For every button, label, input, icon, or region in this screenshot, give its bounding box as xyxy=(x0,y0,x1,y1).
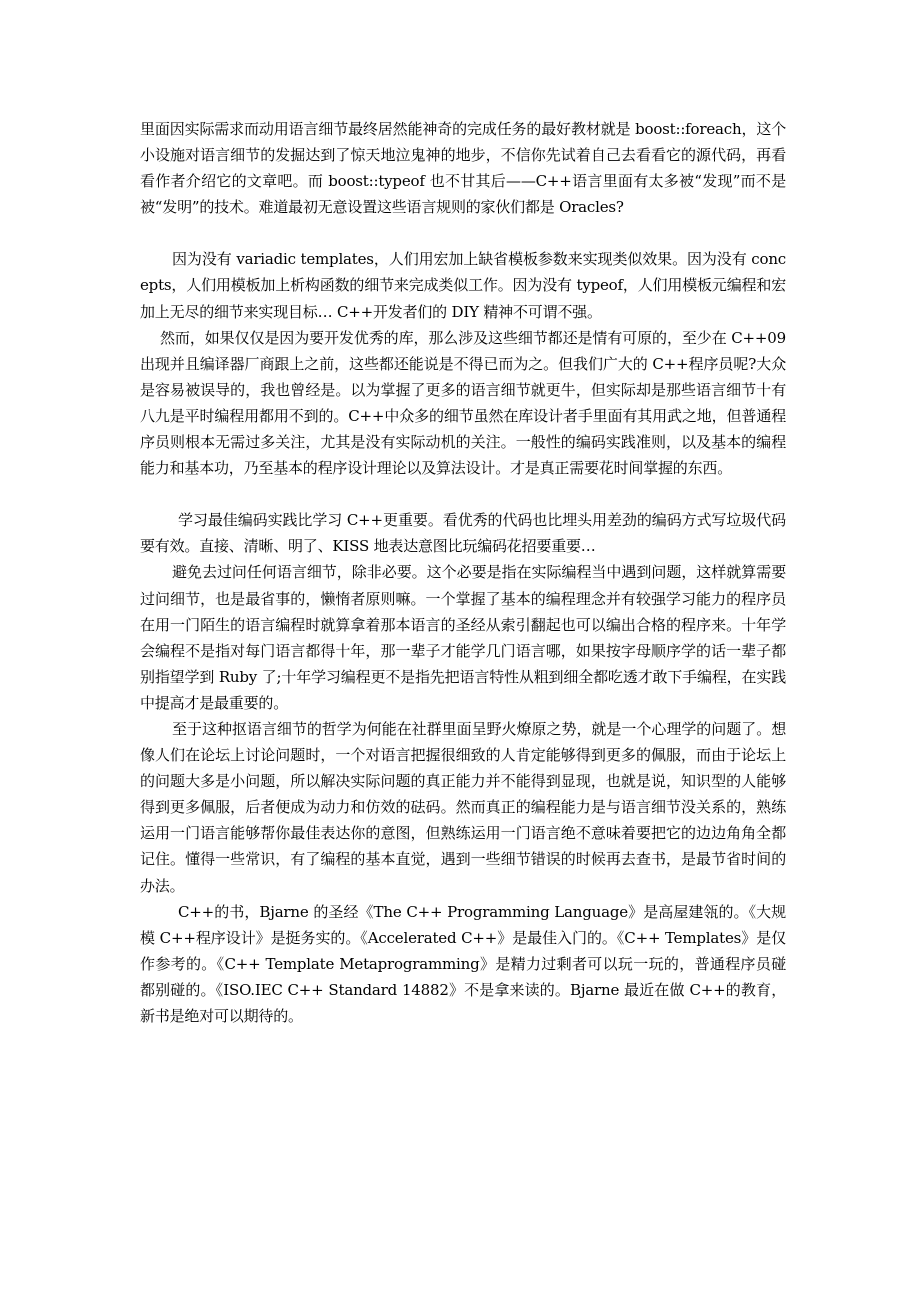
paragraph-gap xyxy=(140,220,786,246)
paragraph-gap xyxy=(140,481,786,507)
document-body xyxy=(140,116,786,1029)
paragraph-psychology: 至于这种抠语言细节的哲学为何能在社群里面呈野火燎原之势，就是一个心理学的问题了。想像人们在论坛上讨论问题时，一个对语言把握很细致的人肯定能够得到更多的佩服，而由于论坛上的问题大多是小问题，所以解决实际问题的真正能力并不能得到显现，也就是说，知识型的人能够得到更多佩服，后者便成为动力和仿效的砝码。然而真正的编程能力是与语言细节没关系的，熟练运用一门语言能够帮你最佳表达你的意图，但熟练运用一门语言绝不意味着要把它的边边角角全都记住。懂得一些常识，有了编程的基本直觉，遇到一些细节错误的时候再去查书，是最节省时间的办法。 xyxy=(140,719,786,895)
paragraph-cpp-books: C++的书，Bjarne 的圣经《The C++ Programming Language》是高屋建瓴的。《大规模 C++程序设计》是挺务实的。《Accelerated C++》是最佳入门的。《C++ Templates》是仅作参考的。《C++ Template Metaprogramming》是精力过剩者可以玩一玩的，普通程序员碰都别碰的。《ISO.IEC C++ Standard 14882》不是拿来读的。Bjarne 最近在做 C++的教育，新书是绝对可以期待的。 xyxy=(140,902,786,1025)
paragraph-variadic-templates: 因为没有 variadic templates，人们用宏加上缺省模板参数来实现类似效果。因为没有 concepts，人们用模板加上析构函数的细节来完成类似工作。因为没有 typeof，人们用模板元编程和宏加上无尽的细节来实现目标… C++开发者们的 DIY 精神不可谓不强。 xyxy=(140,250,786,321)
paragraph-avoid-details: 避免去过问任何语言细节，除非必要。这个必要是指在实际编程当中遇到问题，这样就算需要过问细节，也是最省事的，懒惰者原则嘛。一个掌握了基本的编程理念并有较强学习能力的程序员在用一门陌生的语言编程时就算拿着那本语言的圣经从索引翻起也可以编出合格的程序来。十年学会编程不是指对每门语言都得十年，那一辈子才能学几门语言哪，如果按字母顺序学的话一辈子都别指望学到 Ruby 了;十年学习编程更不是指先把语言特性从粗到细全都吃透才敢下手编程，在实践中提高才是最重要的。 xyxy=(140,563,786,712)
paragraph-library-details: 然而，如果仅仅是因为要开发优秀的库，那么涉及这些细节都还是情有可原的，至少在 C++09 出现并且编译器厂商跟上之前，这些都还能说是不得已而为之。但我们广大的 C++程序员呢?大众是容易被误导的，我也曾经是。以为掌握了更多的语言细节就更牛，但实际却是那些语言细节十有八九是平时编程用都用不到的。C++中众多的细节虽然在库设计者手里面有其用武之地，但普通程序员则根本无需过多关注，尤其是没有实际动机的关注。一般性的编码实践准则，以及基本的编程能力和基本功，乃至基本的程序设计理论以及算法设计。才是真正需要花时间掌握的东西。 xyxy=(140,328,786,478)
paragraph-boost-foreach: 里面因实际需求而动用语言细节最终居然能神奇的完成任务的最好教材就是 boost::foreach，这个小设施对语言细节的发掘达到了惊天地泣鬼神的地步，不信你先试着自己去看看它的源代码，再看看作者介绍它的文章吧。而 boost::typeof 也不甘其后——C++语言里面有太多被“发现”而不是被“发明”的技术。难道最初无意设置这些语言规则的家伙们都是 Oracles? xyxy=(140,120,786,217)
paragraph-best-practice: 学习最佳编码实践比学习 C++更重要。看优秀的代码也比埋头用差劲的编码方式写垃圾代码要有效。直接、清晰、明了、KISS 地表达意图比玩编码花招要重要… xyxy=(140,511,786,556)
